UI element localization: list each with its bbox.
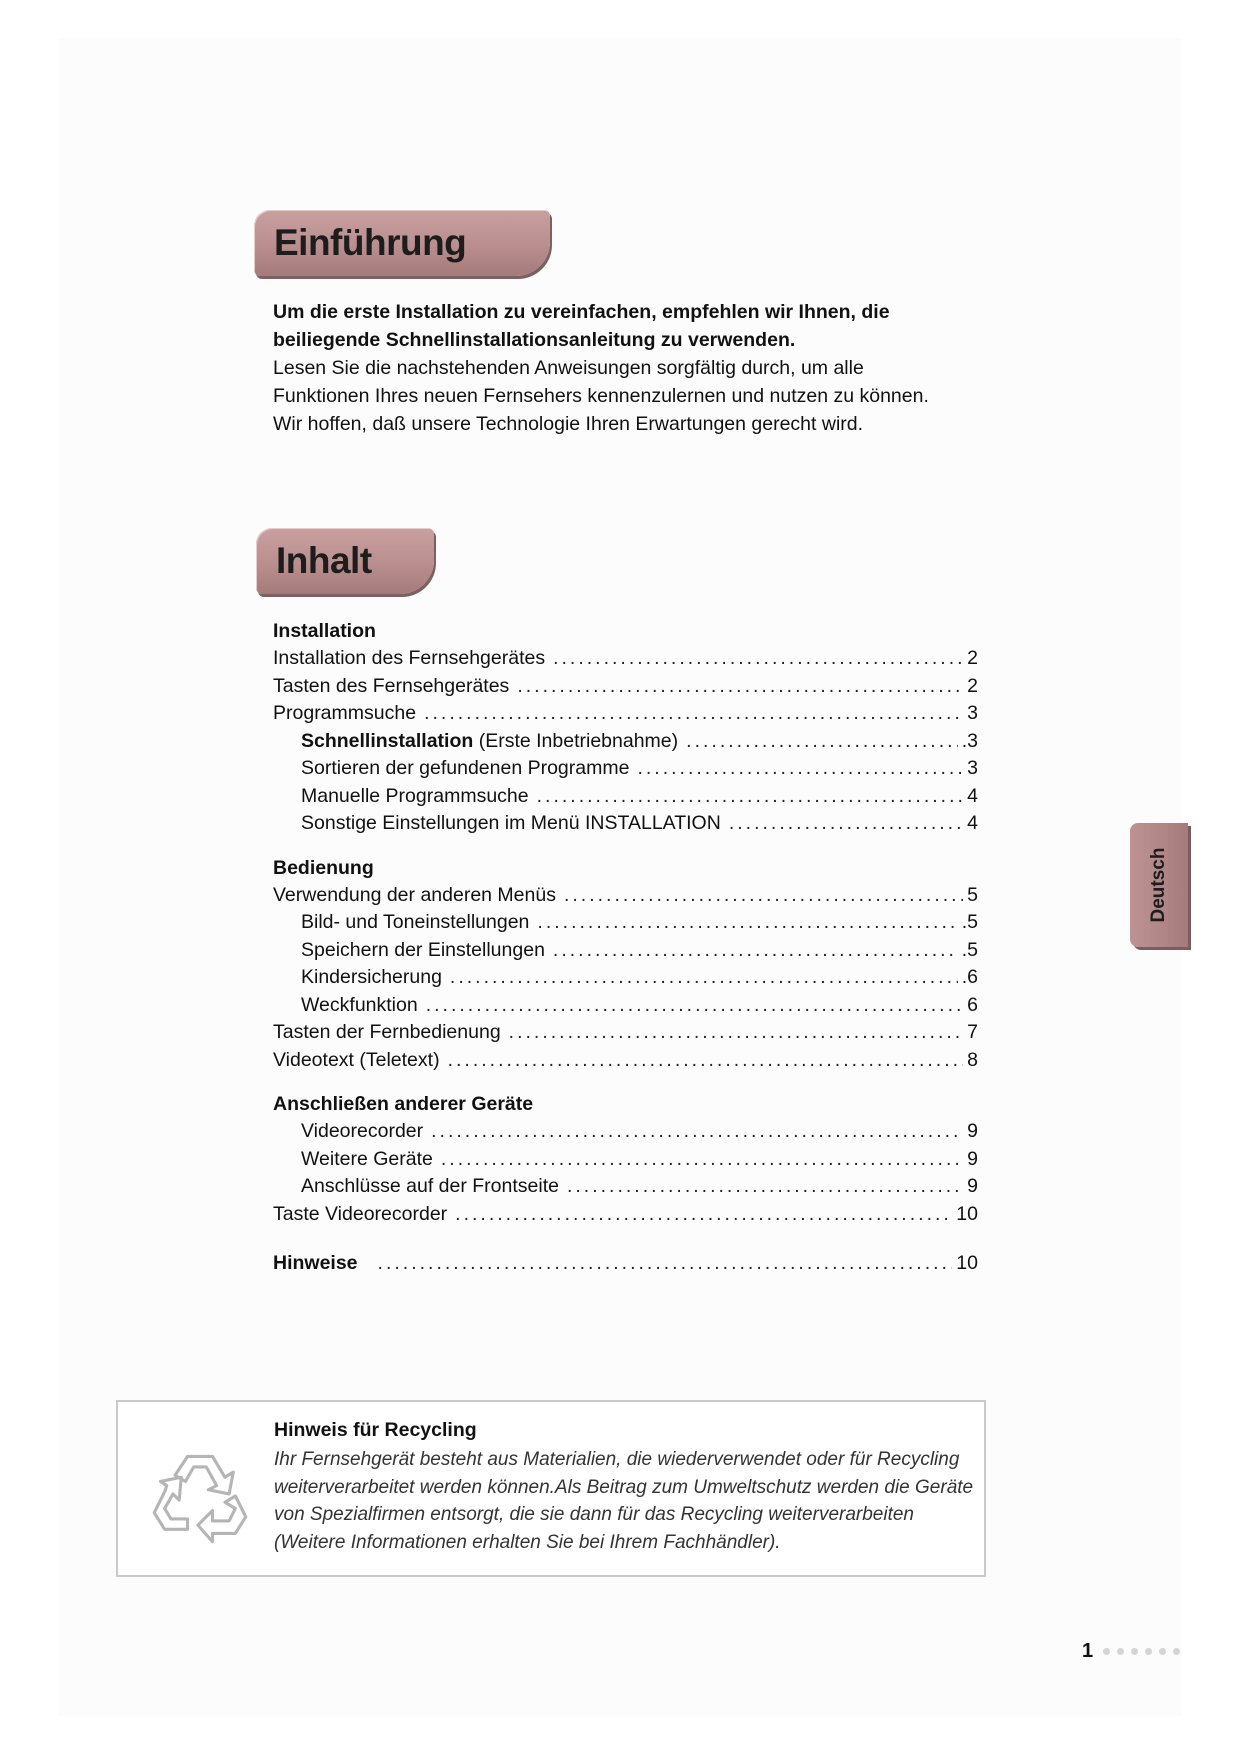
- toc-subentry[interactable]: [273, 964, 978, 992]
- toc-page-number: 3: [967, 702, 978, 724]
- toc-entry[interactable]: [273, 700, 978, 728]
- toc-page-number: .6: [961, 966, 978, 988]
- toc-entry-label: Bild- und Toneinstellungen: [301, 911, 530, 933]
- heading-text: Einführung: [274, 222, 467, 263]
- recycling-text: [274, 1416, 974, 1556]
- toc-entry[interactable]: [273, 673, 978, 701]
- toc-entry-label: Programmsuche: [273, 702, 417, 724]
- toc-entry-label: Weckfunktion: [301, 993, 418, 1016]
- language-tab-deutsch[interactable]: [1130, 823, 1188, 947]
- toc-entry[interactable]: [273, 645, 978, 673]
- dot-leader: [431, 1118, 963, 1146]
- toc-page-number: 2: [967, 674, 978, 697]
- section-heading-einfuehrung: [254, 210, 550, 276]
- toc-entry-label: Weitere Geräte: [301, 1147, 433, 1170]
- toc-entry-label: [273, 1250, 378, 1278]
- toc-section-bedienung: [273, 854, 978, 1075]
- recycling-line: (Weitere Informationen erhalten Sie bei Ihrem Fachhändler).: [274, 1531, 781, 1553]
- toc-section-installation: [273, 617, 978, 838]
- toc-subentry[interactable]: [273, 755, 978, 783]
- toc-page-number: 9: [967, 1147, 978, 1170]
- toc-page-number: 8: [967, 1048, 978, 1071]
- toc-page-number: 9: [967, 1120, 978, 1142]
- toc-entry-label: Installation des Fernsehgerätes: [273, 647, 546, 669]
- toc-subentry[interactable]: [273, 1118, 978, 1146]
- dot-leader: [686, 728, 958, 756]
- toc-entry-label: Sonstige Einstellungen im Menü INSTALLATION: [301, 812, 721, 834]
- page-number-dots: [1103, 1648, 1180, 1655]
- toc-entry-label: Verwendung der anderen Menüs: [273, 883, 556, 906]
- toc-entry-label: Anschlüsse auf der Frontseite: [301, 1175, 559, 1197]
- dot: [1117, 1648, 1124, 1655]
- intro-line: Lesen Sie die nachstehenden Anweisungen sorgfältig durch, um alle: [273, 357, 864, 379]
- toc-entry-label-bold: Hinweise: [273, 1252, 358, 1274]
- toc-page-number: .5: [961, 938, 978, 961]
- toc-page-number: 10: [956, 1202, 978, 1225]
- section-heading-inhalt: [256, 528, 434, 594]
- table-of-contents: [273, 617, 978, 1278]
- dot-leader: [553, 645, 963, 673]
- toc-entry-label: [301, 728, 686, 756]
- toc-subentry[interactable]: [273, 783, 978, 811]
- toc-page-number: 2: [967, 647, 978, 669]
- dot-leader: [729, 810, 963, 838]
- intro-bold-line: beiliegende Schnellinstallationsanleitung zu verwenden.: [273, 329, 796, 351]
- dot-leader: [509, 1019, 963, 1047]
- toc-section-title: Installation: [273, 620, 376, 642]
- dot-leader: [424, 700, 963, 728]
- heading-text: Inhalt: [276, 540, 372, 581]
- toc-entry[interactable]: [273, 1047, 978, 1075]
- dot-leader: [441, 1146, 963, 1174]
- intro-line: Funktionen Ihres neuen Fernsehers kennenzulernen und nutzen zu können.: [273, 385, 929, 407]
- language-tab-label: Deutsch: [1148, 847, 1169, 923]
- toc-subentry[interactable]: [273, 937, 978, 965]
- toc-entry-label: Tasten der Fernbedienung: [273, 1021, 501, 1043]
- intro-bold-line: Um die erste Installation zu vereinfachen, empfehlen wir Ihnen, die: [273, 301, 890, 323]
- toc-page-number: 9: [967, 1175, 978, 1197]
- dot-leader: [537, 909, 957, 937]
- toc-section-hinweise: [273, 1250, 978, 1278]
- toc-page-number: 5: [967, 883, 978, 906]
- dot-leader: [553, 937, 958, 965]
- dot: [1173, 1648, 1180, 1655]
- toc-page-number: 7: [967, 1021, 978, 1043]
- toc-entry[interactable]: [273, 1201, 978, 1229]
- toc-entry-label: Sortieren der gefundenen Programme: [301, 757, 630, 779]
- toc-page-number: 10: [956, 1252, 978, 1274]
- toc-page-number: 6: [967, 993, 978, 1016]
- dot-leader: [450, 964, 958, 992]
- dot: [1131, 1648, 1138, 1655]
- dot-leader: [378, 1250, 953, 1278]
- toc-entry-label-bold: Schnellinstallation: [301, 729, 474, 752]
- toc-subentry[interactable]: [273, 992, 978, 1020]
- dot-leader: [455, 1201, 952, 1229]
- recycling-line: Ihr Fernsehgerät besteht aus Materialien, die wiederverwendet oder für Recycling: [274, 1449, 960, 1470]
- page-number: 1: [1082, 1640, 1094, 1662]
- dot: [1103, 1648, 1110, 1655]
- intro-line: Wir hoffen, daß unsere Technologie Ihren Erwartungen gerecht wird.: [273, 413, 864, 435]
- recycling-line: von Spezialfirmen entsorgt, die sie dann für das Recycling weiterverarbeiten: [274, 1504, 914, 1525]
- recycling-line: weiterverarbeitet werden können.Als Beitrag zum Umweltschutz werden die Geräte: [274, 1476, 974, 1498]
- toc-page-number: 4: [967, 784, 978, 807]
- toc-entry-label: Videotext (Teletext): [273, 1048, 440, 1071]
- dot-leader: [567, 1173, 963, 1201]
- toc-entry-label: Videorecorder: [301, 1120, 424, 1142]
- toc-entry-label: Manuelle Programmsuche: [301, 784, 529, 807]
- toc-page-number: .3: [961, 729, 978, 752]
- dot-leader: [426, 992, 963, 1020]
- toc-section-title: Bedienung: [273, 856, 374, 879]
- dot: [1159, 1648, 1166, 1655]
- recycling-notice: [116, 1400, 986, 1577]
- toc-entry-hinweise[interactable]: [273, 1250, 978, 1278]
- toc-entry-label: Taste Videorecorder: [273, 1202, 448, 1225]
- toc-page-number: 3: [967, 757, 978, 779]
- toc-subentry[interactable]: [273, 1173, 978, 1201]
- toc-section-anschliessen: [273, 1090, 978, 1228]
- toc-subentry[interactable]: [273, 1146, 978, 1174]
- toc-page-number: 4: [967, 812, 978, 834]
- toc-section-title: Anschließen anderer Geräte: [273, 1093, 534, 1115]
- toc-page-number: .5: [961, 911, 978, 933]
- recycling-title: Hinweis für Recycling: [274, 1419, 477, 1441]
- dot-leader: [564, 882, 963, 910]
- toc-subentry[interactable]: [273, 728, 978, 756]
- dot-leader: [448, 1047, 964, 1075]
- toc-entry-label-rest: (Erste Inbetriebnahme): [473, 729, 679, 752]
- dot-leader: [637, 755, 963, 783]
- toc-entry[interactable]: [273, 882, 978, 910]
- toc-subentry[interactable]: [273, 909, 978, 937]
- toc-entry-label: Speichern der Einstellungen: [301, 938, 545, 961]
- recycling-body: [274, 1446, 974, 1556]
- toc-entry-label: Kindersicherung: [301, 966, 442, 988]
- dot: [1145, 1648, 1152, 1655]
- intro-text: [273, 298, 993, 438]
- recycle-icon: [148, 1444, 252, 1548]
- dot-leader: [537, 783, 964, 811]
- toc-entry-label: Tasten des Fernsehgerätes: [273, 674, 510, 697]
- dot-leader: [517, 673, 963, 701]
- toc-subentry[interactable]: [273, 810, 978, 838]
- toc-entry[interactable]: [273, 1019, 978, 1047]
